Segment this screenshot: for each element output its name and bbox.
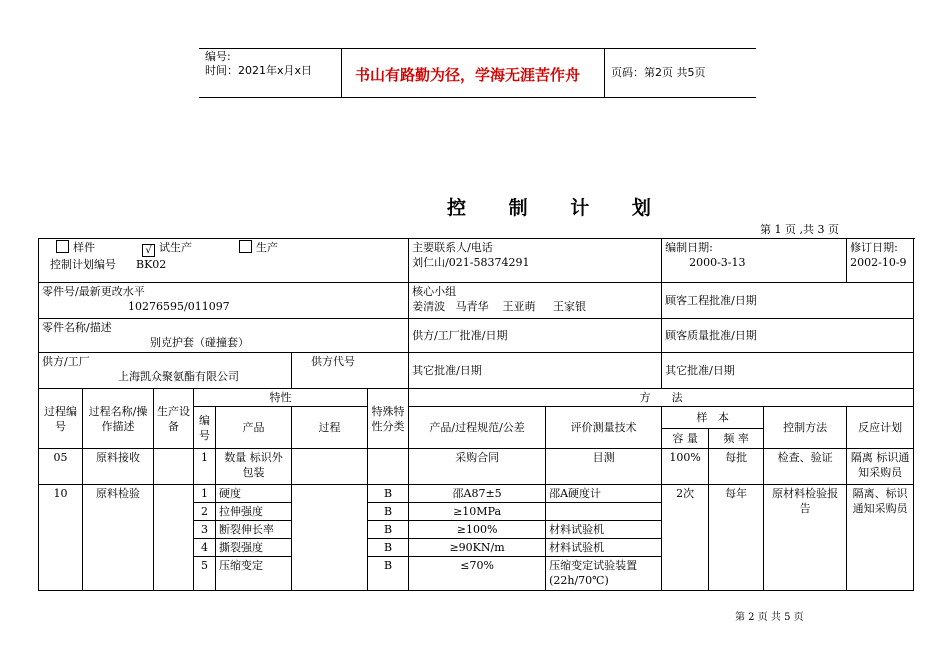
customer-quality-label: 顾客质量批准/日期 <box>665 329 757 342</box>
page-title: 控 制 计 划 <box>447 197 669 219</box>
row-10-eval-1: 邵A硬度计 <box>546 485 662 503</box>
row-10-product-5: 压缩变定 <box>216 557 292 591</box>
header-divider-left <box>341 48 342 98</box>
col-sample: 样 本 <box>662 407 764 429</box>
row-05-char-no: 1 <box>194 449 216 485</box>
part-name-label: 零件名称/描述 <box>42 321 112 334</box>
header-time: 时间：2021年x月x日 <box>205 64 313 77</box>
row-10-special-2: B <box>368 503 409 521</box>
trial-label: 试生产 <box>159 241 192 254</box>
revised-cell <box>847 239 914 283</box>
col-product: 产品 <box>216 407 292 449</box>
row-10-spec-2: ≥10MPa <box>409 503 546 521</box>
date-label: 编制日期: <box>665 241 713 254</box>
row-10-special-4: B <box>368 539 409 557</box>
row-10-char-no-1: 1 <box>194 485 216 503</box>
row-05-reaction: 隔离 标识通知采购员 <box>847 449 914 485</box>
sample-checkbox[interactable] <box>56 240 69 253</box>
row-10-control: 原材料检验报告 <box>764 485 847 591</box>
customer-eng-cell <box>662 283 914 319</box>
other-approval-cell-2 <box>662 353 914 389</box>
col-process: 过程 <box>292 407 368 449</box>
header-bottom-rule <box>199 97 756 98</box>
other-approval-label-2: 其它批准/日期 <box>665 364 735 377</box>
plan-type-cell <box>39 239 409 283</box>
row-05-proc-name: 原料接收 <box>83 449 154 485</box>
header-top-rule <box>199 48 756 49</box>
row-10-size: 2次 <box>662 485 709 591</box>
row-10-spec-5: ≤70% <box>409 557 546 591</box>
core-team-cell <box>409 283 662 319</box>
row-05-proc-no: 05 <box>39 449 83 485</box>
row-10-special-5: B <box>368 557 409 591</box>
col-char-no: 编号 <box>194 407 216 449</box>
part-no-cell <box>39 283 409 319</box>
customer-eng-label: 顾客工程批准/日期 <box>665 294 757 307</box>
col-size: 容 量 <box>662 429 709 449</box>
plan-no-label: 控制计划编号 <box>50 258 116 271</box>
col-freq: 频 率 <box>709 429 764 449</box>
contact-value: 刘仁山/021-58374291 <box>412 256 530 269</box>
row-05-eval: 目测 <box>546 449 662 485</box>
page-counter-top: 第 1 页 ,共 3 页 <box>760 223 839 236</box>
customer-quality-cell <box>662 319 914 353</box>
part-name-value: 别克护套（碰撞套） <box>150 336 249 349</box>
row-10-proc-no: 10 <box>39 485 83 591</box>
col-spec: 产品/过程规范/公差 <box>409 407 546 449</box>
row-05-process <box>292 449 368 485</box>
row-05-size: 100% <box>662 449 709 485</box>
col-reaction: 反应计划 <box>847 407 914 449</box>
sample-label: 样件 <box>73 241 95 254</box>
supplier-value: 上海凯众聚氨酯有限公司 <box>118 370 239 383</box>
revised-label: 修订日期: <box>850 241 898 254</box>
supplier-label: 供方/工厂 <box>42 355 90 368</box>
row-10-spec-3: ≥100% <box>409 521 546 539</box>
row-10-special-1: B <box>368 485 409 503</box>
row-10-eval-3: 材料试验机 <box>546 521 662 539</box>
plan-no: BK02 <box>136 258 167 271</box>
core-team-label: 核心小组 <box>412 285 457 298</box>
control-plan-table <box>38 238 914 591</box>
contact-label: 主要联系人/电话 <box>412 241 493 254</box>
row-10-char-no-3: 3 <box>194 521 216 539</box>
supplier-approval-cell <box>409 319 662 353</box>
row-10-equipment <box>154 485 194 591</box>
row-10-product-2: 拉伸强度 <box>216 503 292 521</box>
row-05-product: 数量 标识外包装 <box>216 449 292 485</box>
row-10-char-no-5: 5 <box>194 557 216 591</box>
col-process-no: 过程编号 <box>39 389 83 449</box>
row-10-spec-4: ≥90KN/m <box>409 539 546 557</box>
row-10-eval-2 <box>546 503 662 521</box>
header-page: 页码：第2页 共5页 <box>611 66 706 79</box>
supplier-code-cell <box>292 353 409 389</box>
part-no-label: 零件号/最新更改水平 <box>42 285 145 298</box>
row-10-freq: 每年 <box>709 485 764 591</box>
col-process-name: 过程名称/操作描述 <box>83 389 154 449</box>
row-10-product-1: 硬度 <box>216 485 292 503</box>
row-10-product-4: 撕裂强度 <box>216 539 292 557</box>
row-05-freq: 每批 <box>709 449 764 485</box>
row-10-char-no-4: 4 <box>194 539 216 557</box>
row-10-product-3: 断裂伸长率 <box>216 521 292 539</box>
other-approval-label-1: 其它批准/日期 <box>412 364 482 377</box>
row-10-spec-1: 邵A87±5 <box>409 485 546 503</box>
date-cell <box>662 239 847 283</box>
col-methods: 方 法 <box>409 389 914 407</box>
trial-checkbox[interactable]: √ <box>142 244 155 257</box>
col-characteristics: 特性 <box>194 389 368 407</box>
row-10-process <box>292 485 368 591</box>
col-special: 特殊特性分类 <box>368 389 409 449</box>
other-approval-cell-1 <box>409 353 662 389</box>
header-divider-right <box>604 48 605 98</box>
row-10-special-3: B <box>368 521 409 539</box>
header-number: 编号: <box>205 50 231 63</box>
date-value: 2000-3-13 <box>689 256 746 269</box>
col-equipment: 生产设备 <box>154 389 194 449</box>
supplier-cell <box>39 353 292 389</box>
contact-cell <box>409 239 662 283</box>
core-team-value: 姜清波 马青华 王亚萌 王家银 <box>412 300 587 313</box>
row-05-control: 检查、验证 <box>764 449 847 485</box>
supplier-approval-label: 供方/工厂批准/日期 <box>412 329 508 342</box>
row-05-special <box>368 449 409 485</box>
page-counter-bottom: 第 2 页 共 5 页 <box>735 612 804 623</box>
row-10-eval-4: 材料试验机 <box>546 539 662 557</box>
col-control: 控制方法 <box>764 407 847 449</box>
production-label: 生产 <box>256 241 278 254</box>
col-eval: 评价测量技术 <box>546 407 662 449</box>
production-checkbox[interactable] <box>239 240 252 253</box>
row-10-eval-5: 压缩变定试验装置(22h/70℃) <box>546 557 662 591</box>
row-10-reaction: 隔离、标识通知采购员 <box>847 485 914 591</box>
header-motto: 书山有路勤为径，学海无涯苦作舟 <box>355 66 581 84</box>
part-no-value: 10276595/011097 <box>128 300 230 313</box>
row-05-equipment <box>154 449 194 485</box>
row-10-char-no-2: 2 <box>194 503 216 521</box>
supplier-code-label: 供方代号 <box>311 355 355 368</box>
row-10-proc-name: 原料检验 <box>83 485 154 591</box>
row-05-spec: 采购合同 <box>409 449 546 485</box>
revised-value: 2002-10-9 <box>850 256 907 269</box>
part-name-cell <box>39 319 409 353</box>
